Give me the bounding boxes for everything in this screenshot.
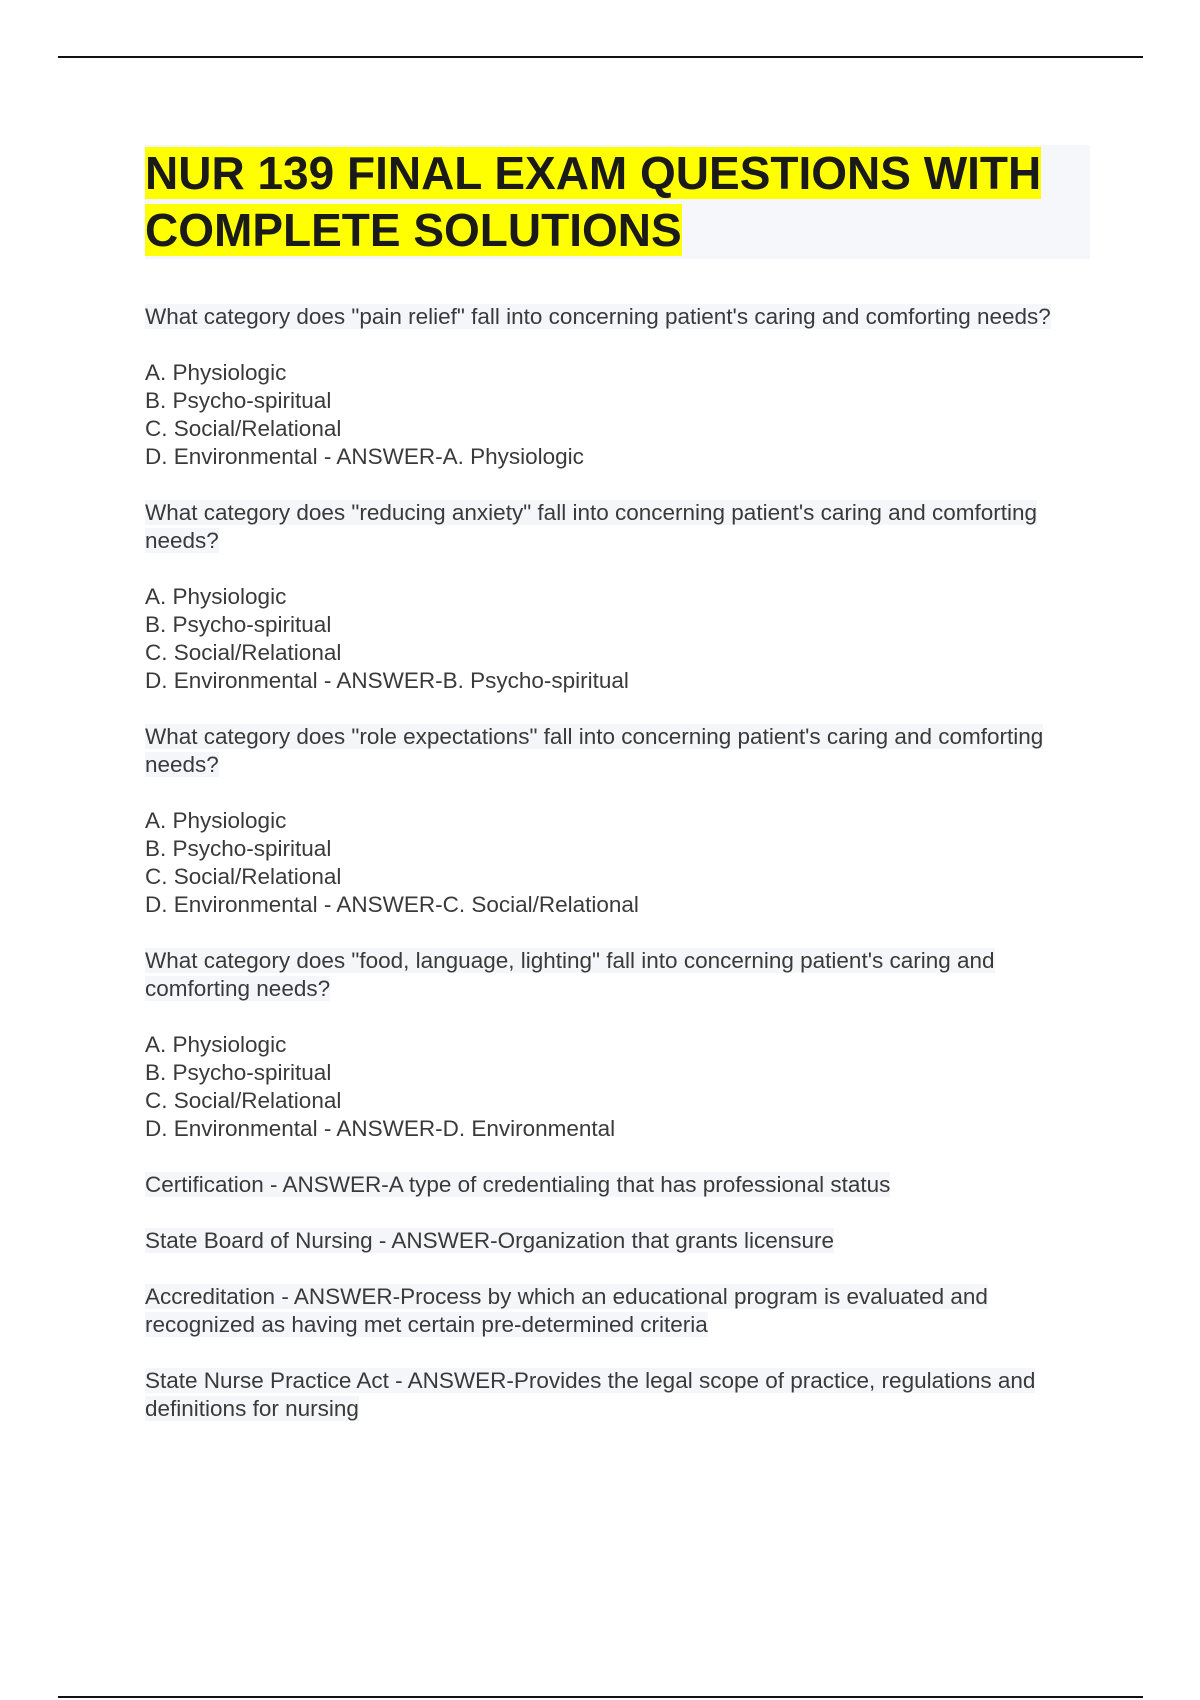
document-body bbox=[145, 145, 1090, 1451]
option-list bbox=[145, 359, 1090, 471]
document-title bbox=[145, 145, 1090, 259]
question-block bbox=[145, 499, 1090, 695]
definition-text: Certification - ANSWER-A type of credentialing that has professional status bbox=[145, 1172, 891, 1197]
option-b: B. Psycho-spiritual bbox=[145, 612, 332, 637]
definition-state-board bbox=[145, 1227, 1090, 1255]
definition-text: Accreditation - ANSWER-Process by which an educational program is evaluated and recognized as having met certain pre-determined criteria bbox=[145, 1284, 988, 1337]
question-block bbox=[145, 303, 1090, 471]
option-list bbox=[145, 807, 1090, 919]
option-d-with-answer: D. Environmental - ANSWER-A. Physiologic bbox=[145, 444, 584, 469]
option-a: A. Physiologic bbox=[145, 1032, 287, 1057]
bottom-rule bbox=[58, 1696, 1143, 1698]
question-text bbox=[145, 723, 1090, 779]
option-c: C. Social/Relational bbox=[145, 864, 342, 889]
option-b: B. Psycho-spiritual bbox=[145, 836, 332, 861]
definition-accreditation bbox=[145, 1283, 1090, 1339]
question-text-content: What category does "reducing anxiety" fall into concerning patient's caring and comforting needs? bbox=[145, 500, 1038, 553]
option-b: B. Psycho-spiritual bbox=[145, 1060, 332, 1085]
option-d-with-answer: D. Environmental - ANSWER-C. Social/Relational bbox=[145, 892, 639, 917]
question-text-content: What category does "role expectations" fall into concerning patient's caring and comforting needs? bbox=[145, 724, 1044, 777]
option-c: C. Social/Relational bbox=[145, 1088, 342, 1113]
question-block bbox=[145, 947, 1090, 1143]
option-d-with-answer: D. Environmental - ANSWER-B. Psycho-spiritual bbox=[145, 668, 629, 693]
question-block bbox=[145, 723, 1090, 919]
option-list bbox=[145, 1031, 1090, 1143]
question-text bbox=[145, 303, 1090, 331]
option-c: C. Social/Relational bbox=[145, 416, 342, 441]
question-text-content: What category does "pain relief" fall into concerning patient's caring and comforting needs? bbox=[145, 304, 1051, 329]
definition-text: State Board of Nursing - ANSWER-Organization that grants licensure bbox=[145, 1228, 835, 1253]
option-a: A. Physiologic bbox=[145, 360, 287, 385]
option-list bbox=[145, 583, 1090, 695]
definition-certification bbox=[145, 1171, 1090, 1199]
option-d-with-answer: D. Environmental - ANSWER-D. Environmental bbox=[145, 1116, 616, 1141]
definition-text: State Nurse Practice Act - ANSWER-Provides the legal scope of practice, regulations and definitions for nursing bbox=[145, 1368, 1036, 1421]
option-a: A. Physiologic bbox=[145, 808, 287, 833]
definition-nurse-practice-act bbox=[145, 1367, 1090, 1423]
option-b: B. Psycho-spiritual bbox=[145, 388, 332, 413]
option-c: C. Social/Relational bbox=[145, 640, 342, 665]
option-a: A. Physiologic bbox=[145, 584, 287, 609]
question-text bbox=[145, 499, 1090, 555]
document-title-text: NUR 139 FINAL EXAM QUESTIONS WITH COMPLETE SOLUTIONS bbox=[145, 147, 1042, 256]
top-rule bbox=[58, 56, 1143, 58]
question-text bbox=[145, 947, 1090, 1003]
question-text-content: What category does "food, language, lighting" fall into concerning patient's caring and comforting needs? bbox=[145, 948, 995, 1001]
